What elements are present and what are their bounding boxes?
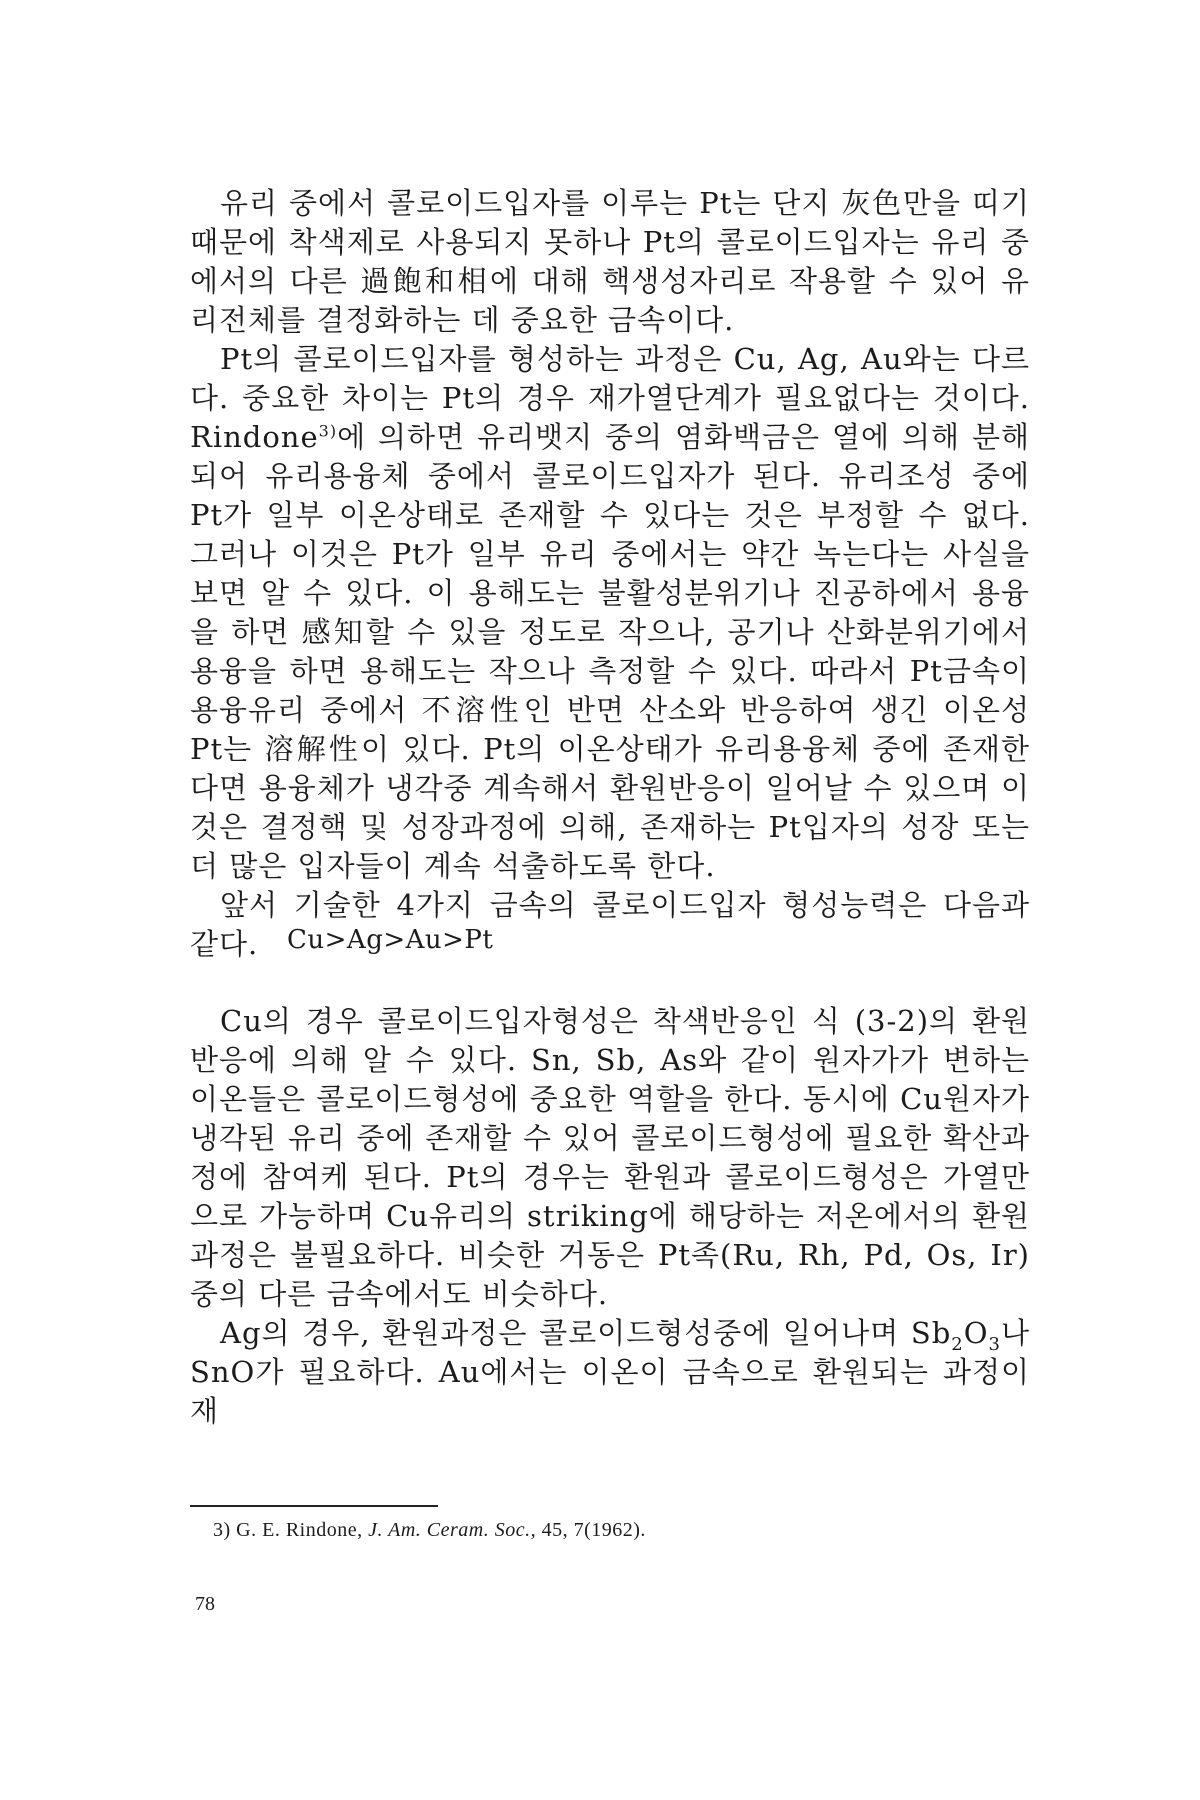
footnote-author: G. E. Rindone, xyxy=(236,1519,363,1541)
paragraph-4: Cu의 경우 콜로이드입자형성은 착색반응인 식 (3-2)의 환원반응에 의해 알 수 있다. Sn, Sb, As와 같이 원자가가 변하는 이온들은 콜로이드형성에 중요한 역할을 한다. 동시에 Cu원자가 냉각된 유리 중에 존재할 수 있어 콜로이드형성에 필요한 확산과정에 참여케 된다. Pt의 경우는 환원과 콜로이드형성은 가열만으로 가능하며 Cu유리의 striking에 해당하는 저온에서의 환원과정은 불필요하다. 비슷한 거동은 Pt족(Ru, Rh, Pd, Os, Ir) 중의 다른 금속에서도 비슷하다. xyxy=(190,1004,1030,1311)
footnote-journal: J. Am. Ceram. Soc., xyxy=(368,1519,537,1541)
paragraph-5-text-a: Ag의 경우, 환원과정은 콜로이드형성중에 일어나며 Sb xyxy=(220,1316,952,1350)
footnote-divider xyxy=(190,1505,438,1507)
body-text-lower xyxy=(190,1002,1030,1431)
page-number: 78 xyxy=(195,1593,215,1615)
subscript-3: 3 xyxy=(988,1333,1001,1355)
footnote-number: 3) xyxy=(213,1519,231,1541)
paragraph-3: 앞서 기술한 4가지 금속의 콜로이드입자 형성능력은 다음과 같다. xyxy=(190,888,1030,961)
footnote-ref-3: 3) xyxy=(318,421,338,441)
formula-metal-order: Cu>Ag>Au>Pt xyxy=(287,925,494,955)
body-text-upper xyxy=(190,184,1030,964)
footnote-ref: 45, 7(1962). xyxy=(541,1519,646,1541)
paragraph-2-text-b: 에 의하면 유리뱃지 중의 염화백금은 열에 의해 분해되어 유리용융체 중에서 콜로이드입자가 된다. 유리조성 중에 Pt가 일부 이온상태로 존재할 수 있다는 것은 부정할 수 없다. 그러나 이것은 Pt가 일부 유리 중에서는 약간 녹는다는 사실을 보면 알 수 있다. 이 용해도는 불활성분위기나 진공하에서 용융을 하면 感知할 수 있을 정도로 작으나, 공기나 산화분위기에서 용융을 하면 용해도는 작으나 측정할 수 있다. 따라서 Pt금속이 용융유리 중에서 不溶性인 반면 산소와 반응하여 생긴 이온성 Pt는 溶解性이 있다. Pt의 이온상태가 유리용융체 중에 존재한다면 용융체가 냉각중 계속해서 환원반응이 일어날 수 있으며 이것은 결정핵 및 성장과정에 의해, 존재하는 Pt입자의 성장 또는 더 많은 입자들이 계속 석출하도록 한다. xyxy=(190,420,1030,883)
subscript-2: 2 xyxy=(951,1333,964,1355)
paragraph-5-text-b: O xyxy=(963,1316,989,1350)
footnote xyxy=(213,1519,646,1542)
paragraph-1: 유리 중에서 콜로이드입자를 이루는 Pt는 단지 灰色만을 띠기 때문에 착색제로 사용되지 못하나 Pt의 콜로이드입자는 유리 중에서의 다른 過飽和相에 대해 핵생성자리로 작용할 수 있어 유리전체를 결정화하는 데 중요한 금속이다. xyxy=(190,186,1030,337)
paragraph-2 xyxy=(190,340,1030,886)
paragraph-5-text-c: 나 SnO가 필요하다. Au에서는 이온이 금속으로 환원되는 과정이 재 xyxy=(190,1316,1030,1428)
paragraph-2-text-a: Pt의 콜로이드입자를 형성하는 과정은 Cu, Ag, Au와는 다르다. 중요한 차이는 Pt의 경우 재가열단계가 필요없다는 것이다. Rindone xyxy=(190,342,1030,454)
paragraph-5 xyxy=(190,1314,1030,1431)
